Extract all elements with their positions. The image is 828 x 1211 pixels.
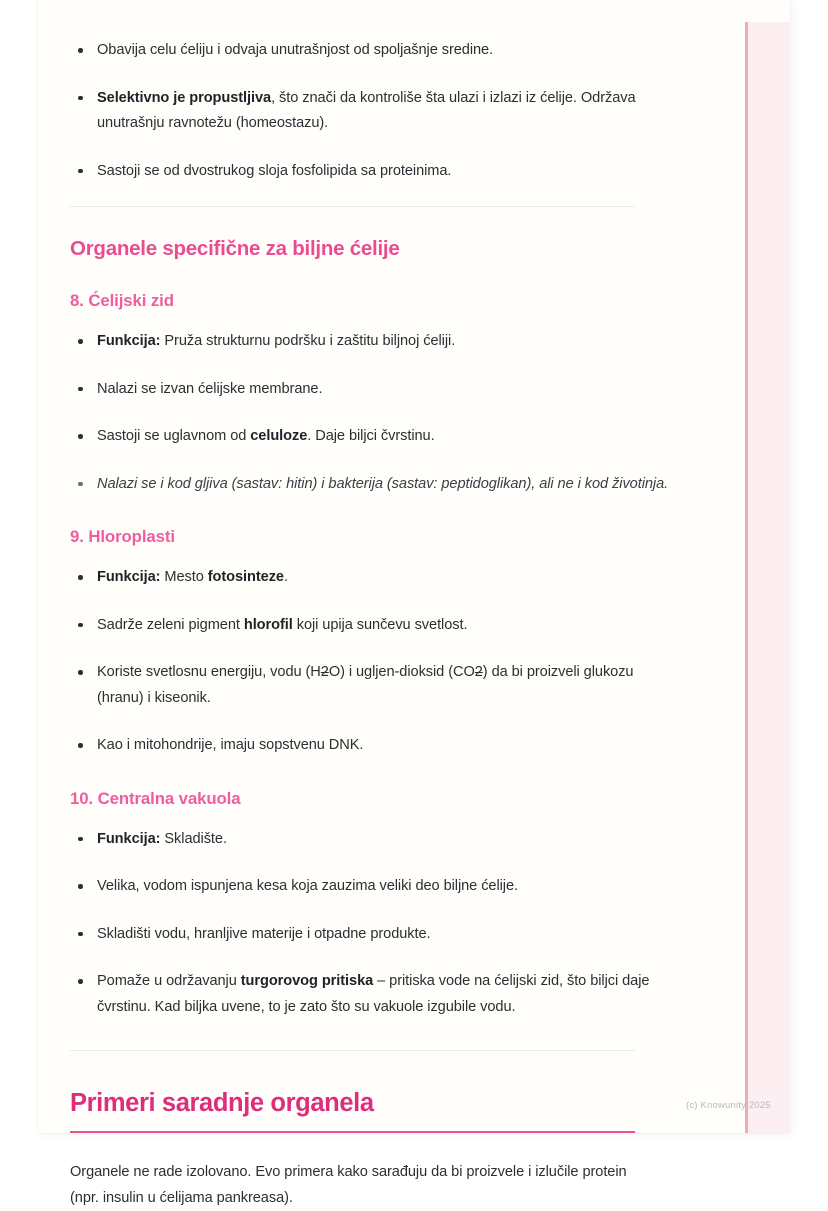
bullet-text-after: . Daje biljci čvrstinu. bbox=[307, 428, 435, 444]
bullet-text: Pruža strukturnu podršku i zaštitu biljnoj ćeliji. bbox=[160, 333, 456, 349]
list-item bbox=[70, 159, 670, 185]
cooperation-intro-paragraph: Organele ne rade izolovano. Evo primera kako sarađuju da bi proizvele i izlučile protein (npr. insulin u ćelijama pankreasa). bbox=[70, 1164, 627, 1206]
list-item bbox=[70, 827, 670, 853]
bullet-bold-mid: celuloze bbox=[250, 428, 308, 444]
chem-text-middle: O) i ugljen-dioksid (CO bbox=[328, 664, 475, 680]
bullet-bold-mid: hlorofil bbox=[243, 616, 293, 633]
bullet-bold-lead: Funkcija: bbox=[97, 569, 161, 585]
bullet-text-after: . bbox=[283, 569, 288, 585]
bullet-text: Nalazi se i kod gljiva (sastav: hitin) i bakterija (sastav: peptidoglikan), ali ne i kod životinja. bbox=[97, 475, 669, 492]
document-content bbox=[70, 0, 670, 1211]
bullet-text: Sastoji se uglavnom od bbox=[97, 428, 251, 444]
list-item bbox=[70, 424, 670, 450]
bullet-text: Nalazi se izvan ćelijske membrane. bbox=[97, 380, 323, 397]
document-page bbox=[38, 0, 790, 1206]
spacer bbox=[70, 311, 670, 329]
bullet-bold-mid: turgorovog pritiska bbox=[240, 973, 374, 989]
list-item bbox=[70, 86, 670, 137]
bullet-bold-lead: Funkcija: bbox=[97, 333, 161, 349]
chem-text-before: Koriste svetlosnu energiju, vodu (H bbox=[97, 664, 321, 680]
spacer bbox=[70, 547, 670, 565]
bullet-text: Kao i mitohondrije, imaju sopstvenu DNK. bbox=[97, 737, 364, 753]
copyright-watermark: (c) Knowunity 2025 bbox=[686, 1100, 771, 1111]
list-item bbox=[70, 733, 670, 759]
list-item bbox=[70, 38, 670, 64]
bullet-text: Sastoji se od dvostrukog sloja fosfolipida sa proteinima. bbox=[97, 162, 452, 179]
list-item bbox=[70, 922, 670, 948]
right-margin-accent-strip bbox=[745, 22, 790, 1133]
bullet-text: Mesto bbox=[160, 569, 208, 585]
subscript-two-water: 2 bbox=[320, 664, 329, 680]
cell-wall-bullet-list bbox=[70, 329, 670, 497]
list-item bbox=[70, 613, 670, 639]
spacer bbox=[70, 1020, 670, 1050]
bullet-text: Skladišti vodu, hranljive materije i otpadne produkte. bbox=[97, 925, 431, 942]
bullet-text: Sadrže zeleni pigment bbox=[97, 616, 244, 633]
bullet-bold-lead: Funkcija: bbox=[97, 830, 161, 847]
spacer bbox=[70, 1133, 670, 1159]
subsection-heading-cell-wall: 8. Ćelijski zid bbox=[70, 291, 174, 310]
list-item bbox=[70, 377, 670, 403]
bullet-text: Pomaže u održavanju bbox=[97, 973, 241, 989]
section-heading-plant-organelles: Organele specifične za biljne ćelije bbox=[70, 237, 400, 260]
chem-text-after: ) da bi proizveli glukozu (hranu) i kiseonik. bbox=[97, 664, 634, 706]
subsection-heading-central-vacuole: 10. Centralna vakuola bbox=[70, 788, 241, 808]
bullet-text: Obavija celu ćeliju i odvaja unutrašnjost od spoljašnje sredine. bbox=[97, 42, 494, 58]
bullet-text: , što znači da kontroliše šta ulazi i izlazi iz ćelije. Održava unutrašnju ravnotežu (homeostazu). bbox=[97, 89, 636, 131]
spacer bbox=[70, 207, 670, 237]
vacuole-bullet-list bbox=[70, 827, 670, 1021]
bullet-text: Velika, vodom ispunjena kesa koja zauzima veliki deo biljne ćelije. bbox=[97, 878, 518, 894]
list-item bbox=[70, 472, 670, 498]
list-item bbox=[70, 329, 670, 355]
membrane-bullet-list bbox=[70, 38, 670, 184]
spacer bbox=[70, 759, 670, 789]
spacer bbox=[70, 184, 670, 206]
section-heading-organelle-cooperation: Primeri saradnje organela bbox=[70, 1089, 374, 1117]
subscript-two-carbon-dioxide: 2 bbox=[474, 664, 483, 680]
spacer bbox=[70, 497, 670, 527]
chloroplast-bullet-list bbox=[70, 565, 670, 759]
subsection-heading-chloroplasts: 9. Hloroplasti bbox=[70, 527, 175, 546]
spacer bbox=[70, 261, 670, 291]
spacer bbox=[70, 809, 670, 827]
bullet-bold-mid: fotosinteze bbox=[207, 569, 284, 585]
bullet-text-after: koji upija sunčevu svetlost. bbox=[292, 616, 468, 633]
bullet-text-after: – pritiska vode na ćelijski zid, što biljci daje čvrstinu. Kad biljka uvene, to je zato što su vakuole izgubile vodu. bbox=[97, 973, 650, 1015]
list-item-photosynthesis-equation bbox=[70, 660, 670, 711]
bullet-text: Skladište. bbox=[160, 830, 227, 847]
spacer bbox=[70, 1051, 670, 1089]
list-item bbox=[70, 969, 670, 1020]
list-item bbox=[70, 565, 670, 591]
bullet-bold-lead: Selektivno je propustljiva bbox=[97, 89, 272, 106]
list-item bbox=[70, 874, 670, 900]
spacer-top bbox=[70, 0, 670, 38]
